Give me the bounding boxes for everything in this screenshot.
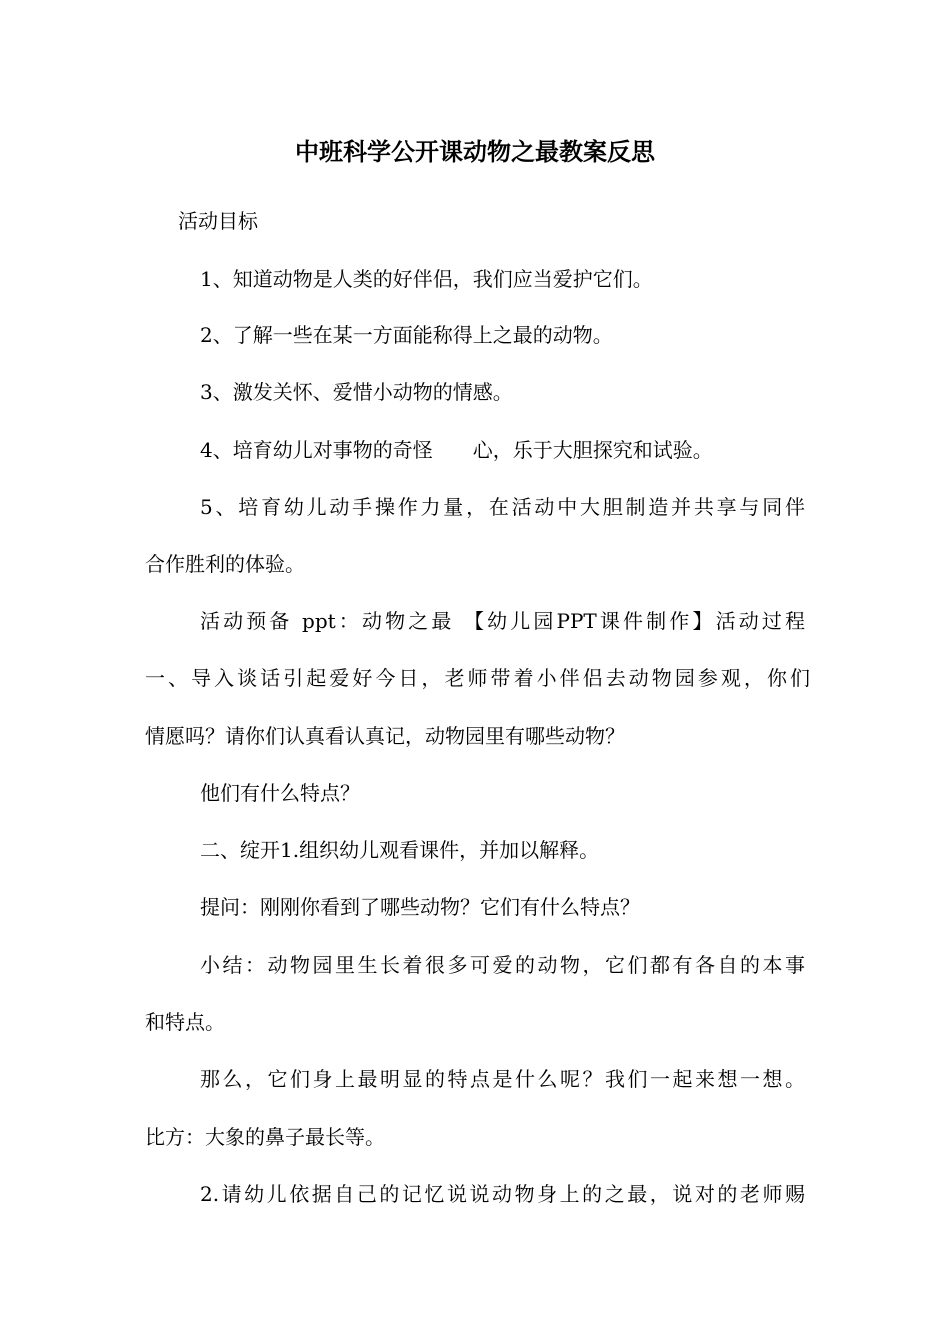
paragraph-line: 1、知道动物是人类的好伴侣，我们应当爱护它们。 xyxy=(200,267,653,291)
paragraph-line: 和特点。 xyxy=(145,1010,225,1034)
paragraph-line: 情愿吗？请你们认真看认真记，动物园里有哪些动物？ xyxy=(145,724,625,748)
paragraph-line: 2.请幼儿依据自己的记忆说说动物身上的之最，说对的老师赐 xyxy=(200,1182,805,1206)
paragraph-line: 2、了解一些在某一方面能称得上之最的动物。 xyxy=(200,323,613,347)
paragraph-line: 合作胜利的体验。 xyxy=(145,552,305,576)
paragraph-line: 一、导入谈话引起爱好今日，老师带着小伴侣去动物园参观，你们 xyxy=(145,666,810,690)
paragraph-line: 5、培育幼儿动手操作力量，在活动中大胆制造并共享与同伴 xyxy=(200,495,805,519)
paragraph-line: 活动预备 ppt：动物之最 【幼儿园PPT课件制作】活动过程 xyxy=(200,609,805,633)
paragraph-line: 二、绽开1.组织幼儿观看课件，并加以解释。 xyxy=(200,838,600,862)
paragraph-line: 比方：大象的鼻子最长等。 xyxy=(145,1125,385,1149)
paragraph-line: 那么，它们身上最明显的特点是什么呢？我们一起来想一想。 xyxy=(200,1067,805,1091)
paragraph-line: 提问：刚刚你看到了哪些动物？它们有什么特点？ xyxy=(200,895,640,919)
paragraph-line: 他们有什么特点？ xyxy=(200,781,360,805)
section-heading: 活动目标 xyxy=(178,209,258,233)
paragraph-line: 3、激发关怀、爱惜小动物的情感。 xyxy=(200,380,513,404)
paragraph-line: 4、培育幼儿对事物的奇怪 心，乐于大胆探究和试验。 xyxy=(200,438,713,462)
paragraph-line: 小结：动物园里生长着很多可爱的动物，它们都有各自的本事 xyxy=(200,953,805,977)
document-title: 中班科学公开课动物之最教案反思 xyxy=(295,137,655,166)
